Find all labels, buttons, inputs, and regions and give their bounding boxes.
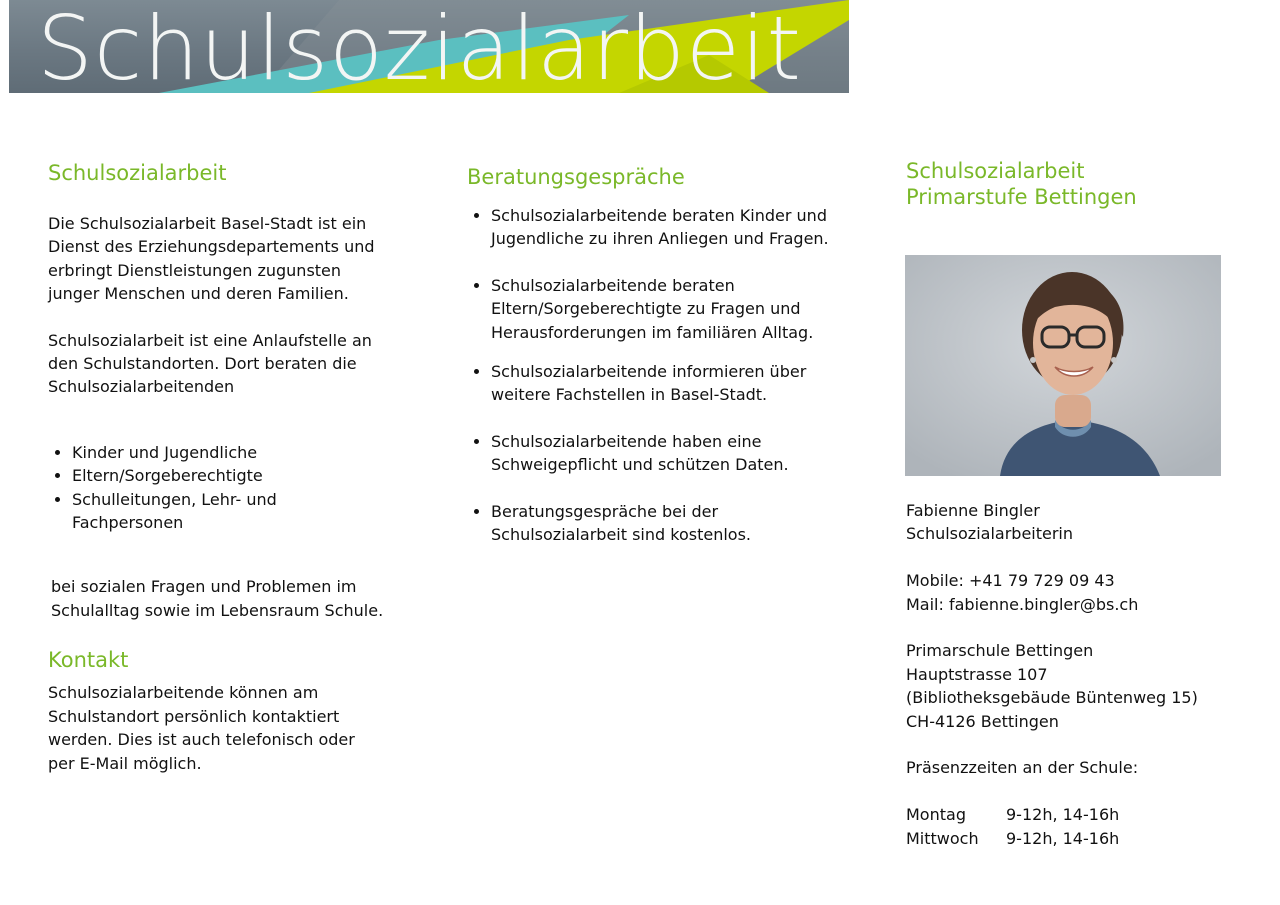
schedule-day: Mittwoch — [906, 828, 979, 848]
portrait-photo — [905, 255, 1221, 476]
schedule-hours: 9-12h, 14-16h — [1006, 828, 1120, 848]
banner-title: Schulsozialarbeit — [37, 0, 802, 93]
list-item: • Eltern/Sorgeberechtigte — [72, 464, 322, 487]
school-name: Primarschule Bettingen — [906, 641, 1094, 661]
list-item: • Schulsozialarbeitende haben eine Schweigepflicht und schützen Daten. — [491, 430, 836, 477]
school-city: CH-4126 Bettingen — [906, 711, 1059, 731]
schedule-hours: 9-12h, 14-16h — [1006, 805, 1120, 825]
schedule-day: Montag — [906, 805, 966, 825]
presence-schedule — [906, 803, 1246, 850]
schedule-row — [906, 827, 1246, 850]
header-banner — [9, 0, 849, 93]
target-group-list — [48, 441, 322, 535]
presence-label: Präsenzzeiten an der Schule: — [906, 758, 1139, 778]
beratung-list — [467, 204, 836, 546]
contact-role: Schulsozialarbeiterin — [906, 524, 1074, 544]
contact-column — [906, 158, 1246, 210]
school-building: (Bibliotheksgebäude Büntenweg 15) — [906, 688, 1198, 708]
schedule-row — [906, 803, 1246, 826]
contact-name: Fabienne Bingler — [906, 501, 1040, 520]
school-street: Hauptstrasse 107 — [906, 664, 1048, 684]
kontakt-text: Schulsozialarbeitende können am Schulstandort persönlich kontaktiert werden. Dies ist auch telefonisch oder per E-Mail möglich. — [48, 683, 355, 773]
contact-heading-line-1: Schulsozialarbeit — [906, 159, 1085, 183]
intro-column — [48, 160, 428, 775]
contact-mail: Mail: fabienne.bingler@bs.ch — [906, 594, 1139, 614]
contact-mobile: Mobile: +41 79 729 09 43 — [906, 571, 1115, 591]
intro-paragraph-1: Die Schulsozialarbeit Basel-Stadt ist ein Dienst des Erziehungsdepartements und erbringt Dienstleistungen zugunsten junger Menschen und deren Familien. — [48, 214, 375, 304]
list-item: • Schulsozialarbeitende beraten Eltern/Sorgeberechtigte zu Fragen und Herausforderungen im familiären Alltag. — [491, 274, 836, 344]
list-item: • Schulleitungen, Lehr- und Fachpersonen — [72, 488, 322, 535]
intro-heading: Schulsozialarbeit — [48, 161, 227, 185]
beratung-column — [467, 164, 827, 546]
intro-paragraph-2: Schulsozialarbeit ist eine Anlaufstelle an den Schulstandorten. Dort beraten die Schulsozialarbeitenden — [48, 330, 372, 397]
intro-paragraph-3: bei sozialen Fragen und Problemen im Schulalltag sowie im Lebensraum Schule. — [51, 577, 384, 620]
beratung-heading: Beratungsgespräche — [467, 165, 685, 189]
list-item: • Schulsozialarbeitende informieren über weitere Fachstellen in Basel-Stadt. — [491, 360, 836, 407]
list-item: • Beratungsgespräche bei der Schulsozialarbeit sind kostenlos. — [491, 500, 836, 547]
list-item: • Schulsozialarbeitende beraten Kinder und Jugendliche zu ihren Anliegen und Fragen. — [491, 204, 836, 251]
list-item: • Kinder und Jugendliche — [72, 441, 322, 464]
contact-details — [906, 499, 1246, 850]
kontakt-heading: Kontakt — [48, 648, 129, 673]
contact-heading-line-2: Primarstufe Bettingen — [906, 185, 1137, 209]
